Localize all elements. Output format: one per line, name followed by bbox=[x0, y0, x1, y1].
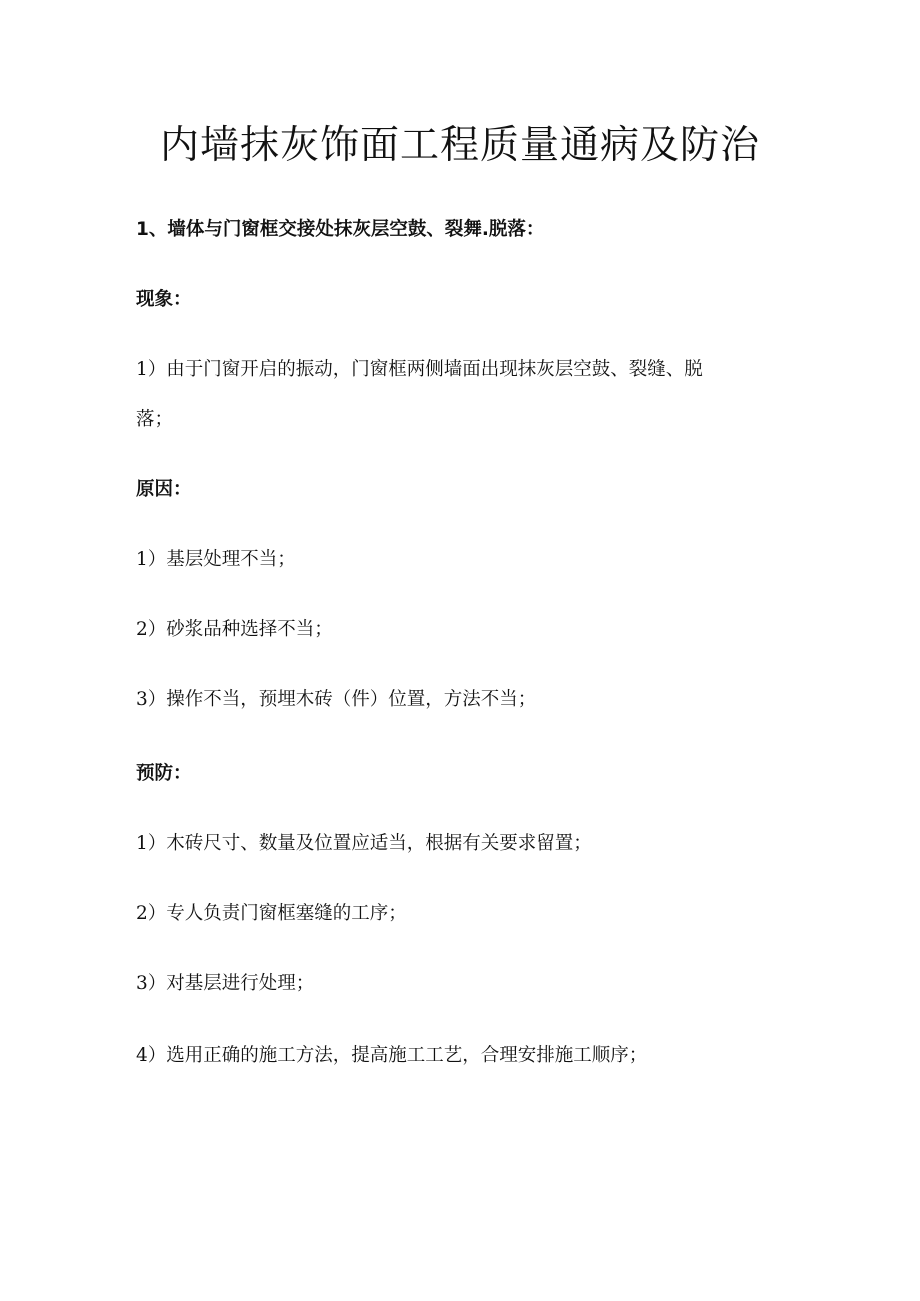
cause-label: 原因： bbox=[136, 479, 192, 500]
item-text: 砂浆品种选择不当； bbox=[166, 619, 333, 640]
document-title: 内墙抹灰饰面工程质量通病及防治 bbox=[159, 123, 760, 168]
cause-item bbox=[136, 548, 296, 572]
cause-item bbox=[136, 618, 333, 642]
item-number: 2） bbox=[136, 903, 167, 924]
item-number: 3） bbox=[136, 689, 167, 710]
phenomenon-item bbox=[136, 358, 703, 382]
cause-item bbox=[136, 688, 536, 712]
prevention-item bbox=[136, 832, 592, 856]
item-number: 4） bbox=[136, 1045, 167, 1066]
item-text: 操作不当，预埋木砖（件）位置，方法不当； bbox=[166, 689, 537, 710]
prevention-label: 预防： bbox=[136, 763, 192, 784]
prevention-item bbox=[136, 1044, 647, 1068]
phenomenon-label: 现象： bbox=[136, 289, 192, 310]
item-number: 1） bbox=[136, 359, 167, 380]
item-text: 由于门窗开启的振动，门窗框两侧墙面出现抹灰层空鼓、裂缝、脱 bbox=[166, 359, 703, 380]
item-number: 1） bbox=[136, 833, 167, 854]
item-text: 专人负责门窗框塞缝的工序； bbox=[166, 903, 407, 924]
item-number: 1） bbox=[136, 549, 167, 570]
item-text: 选用正确的施工方法，提高施工工艺，合理安排施工顺序； bbox=[166, 1045, 648, 1066]
item-text: 基层处理不当； bbox=[166, 549, 296, 570]
item-text: 木砖尺寸、数量及位置应适当，根据有关要求留置； bbox=[166, 833, 592, 854]
prevention-item bbox=[136, 902, 407, 926]
section-heading: 1、墙体与门窗框交接处抹灰层空鼓、裂舞.脱落： bbox=[136, 219, 545, 240]
phenomenon-item-continuation: 落； bbox=[136, 409, 174, 430]
item-text: 对基层进行处理； bbox=[166, 973, 315, 994]
item-number: 2） bbox=[136, 619, 167, 640]
prevention-item bbox=[136, 972, 314, 996]
item-number: 3） bbox=[136, 973, 167, 994]
